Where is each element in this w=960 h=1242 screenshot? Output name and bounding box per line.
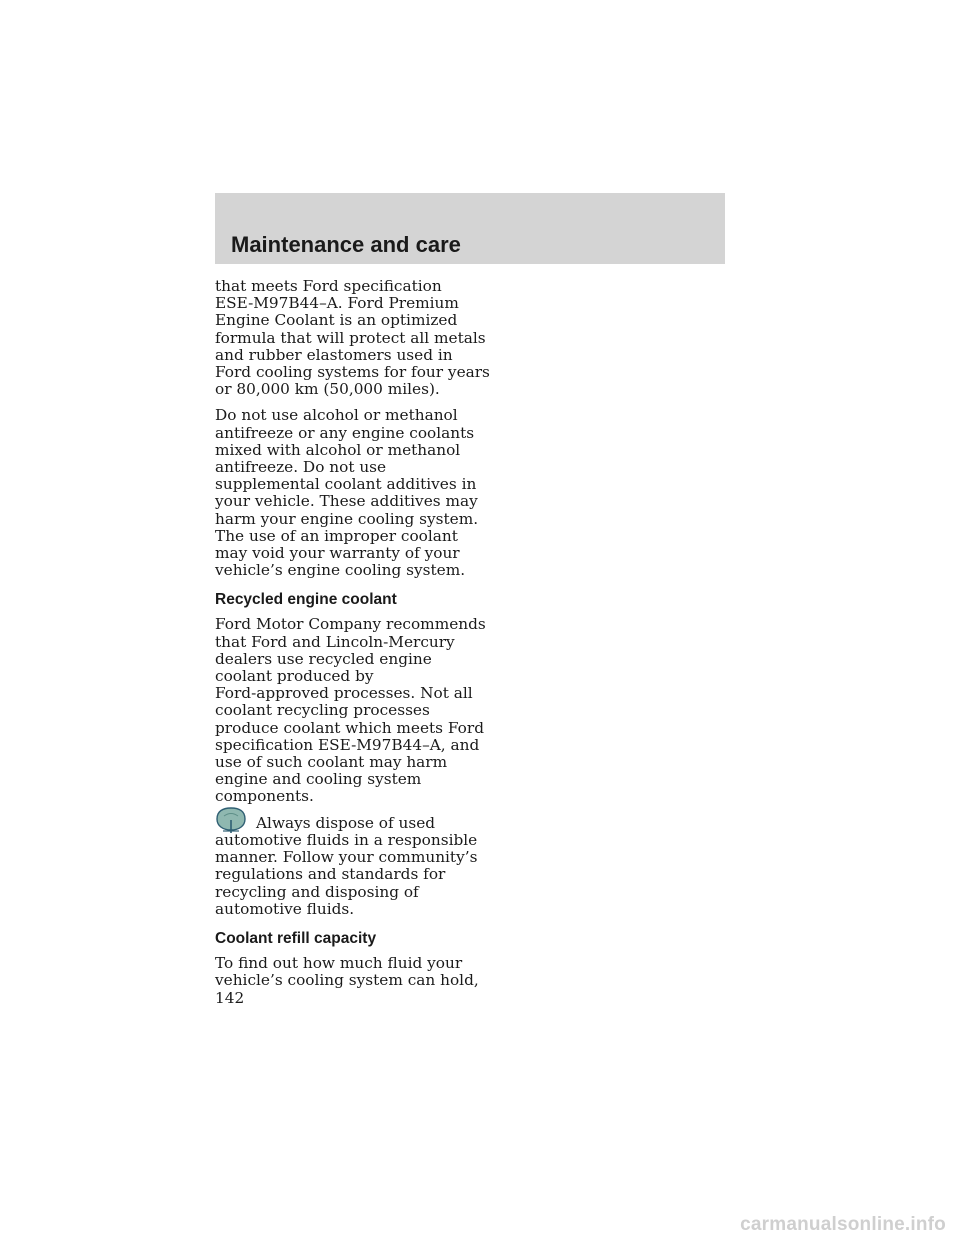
text-line: ESE-M97B44–A. Ford Premium (215, 294, 459, 313)
text-line: automotive fluids. (215, 899, 355, 918)
text-line: supplemental coolant additives in (215, 475, 477, 494)
paragraph-recycled-coolant (215, 616, 485, 805)
text-line: specification ESE-M97B44–A, and (215, 735, 480, 754)
section-header-band (215, 193, 725, 264)
text-line: recycling and disposing of (215, 882, 419, 901)
text-line: coolant produced by (215, 667, 374, 686)
page-content (215, 277, 490, 998)
text-line: Always dispose of used (256, 813, 436, 832)
text-line: and rubber elastomers used in (215, 345, 453, 364)
text-line: that meets Ford specification (215, 277, 442, 295)
subheading-recycled-coolant: Recycled engine coolant (215, 591, 397, 609)
text-line: mixed with alcohol or methanol (215, 440, 461, 459)
text-line: antifreeze or any engine coolants (215, 423, 475, 442)
page-number: 142 (215, 989, 245, 1007)
text-line: that Ford and Lincoln-Mercury (215, 632, 455, 651)
watermark-text: carmanualsonline.info (740, 1214, 946, 1235)
text-line: coolant recycling processes (215, 701, 430, 720)
text-line: vehicle’s cooling system can hold, (215, 971, 479, 990)
text-line: The use of an improper coolant (215, 526, 458, 545)
text-line: your vehicle. These additives may (215, 492, 478, 511)
text-line: use of such coolant may harm (215, 753, 448, 772)
text-line: regulations and standards for (215, 865, 446, 884)
text-line: produce coolant which meets Ford (215, 718, 484, 737)
paragraph-dispose-fluids (215, 815, 485, 918)
text-line: antifreeze. Do not use (215, 458, 387, 477)
text-line: vehicle’s engine cooling system. (215, 561, 466, 580)
text-line: dealers use recycled engine (215, 649, 432, 668)
text-line: components. (215, 787, 314, 806)
text-line: automotive fluids in a responsible (215, 830, 478, 849)
text-line: manner. Follow your community’s (215, 848, 478, 867)
text-line: Ford cooling systems for four years (215, 363, 490, 382)
paragraph-coolant-spec (215, 277, 490, 399)
text-line: Engine Coolant is an optimized (215, 311, 458, 330)
text-line: harm your engine cooling system. (215, 509, 479, 528)
text-line: Ford Motor Company recommends (215, 615, 486, 634)
text-line: formula that will protect all metals (215, 328, 486, 347)
text-line: Do not use alcohol or methanol (215, 406, 458, 425)
text-line: engine and cooling system (215, 770, 422, 789)
text-line: may void your warranty of your (215, 544, 460, 563)
section-title: Maintenance and care (231, 232, 461, 257)
subheading-refill-capacity: Coolant refill capacity (215, 929, 377, 947)
recycle-tree-icon (214, 806, 248, 834)
paragraph-refill-capacity (215, 955, 485, 989)
text-line: or 80,000 km (50,000 miles). (215, 380, 440, 399)
text-line: To find out how much fluid your (215, 953, 463, 972)
text-line: Ford-approved processes. Not all (215, 684, 473, 703)
paragraph-alcohol-warning (215, 407, 485, 579)
